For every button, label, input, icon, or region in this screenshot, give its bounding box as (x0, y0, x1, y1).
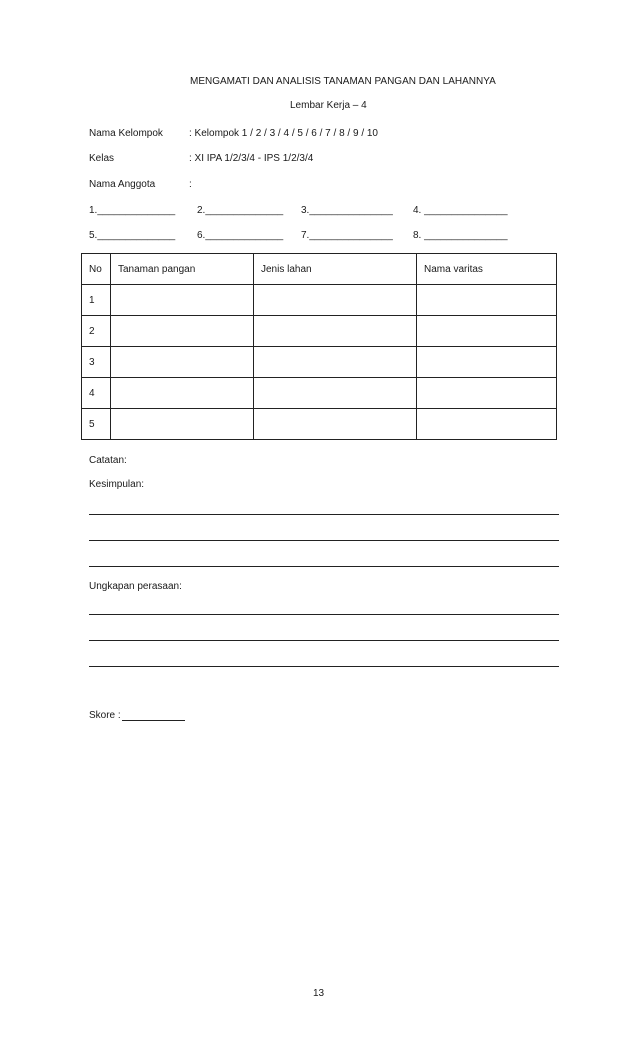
row-number: 3 (82, 347, 111, 378)
member-field-2[interactable]: 2.______________ (197, 205, 284, 216)
kesimpulan-label: Kesimpulan: (89, 479, 145, 490)
kesimpulan-line-2[interactable] (89, 540, 559, 541)
kesimpulan-line-3[interactable] (89, 566, 559, 567)
ungkapan-label: Ungkapan perasaan: (89, 581, 182, 592)
member-field-6[interactable]: 6.______________ (197, 230, 284, 241)
row-number: 1 (82, 285, 111, 316)
table-row (82, 409, 557, 440)
kelas-value: : XI IPA 1/2/3/4 - IPS 1/2/3/4 (189, 153, 314, 164)
cell-nama-varitas[interactable] (417, 347, 557, 378)
header-jenis-lahan: Jenis lahan (254, 254, 417, 285)
skore-line[interactable] (122, 720, 185, 721)
ungkapan-line-1[interactable] (89, 614, 559, 615)
member-field-7[interactable]: 7._______________ (301, 230, 393, 241)
member-field-4[interactable]: 4. _______________ (413, 205, 508, 216)
observation-table (81, 253, 557, 440)
table-header-row (82, 254, 557, 285)
skore-label: Skore : (89, 710, 121, 721)
document-title: MENGAMATI DAN ANALISIS TANAMAN PANGAN DAN LAHANNYA (190, 76, 496, 87)
row-number: 5 (82, 409, 111, 440)
document-subtitle: Lembar Kerja – 4 (290, 100, 367, 111)
member-field-8[interactable]: 8. _______________ (413, 230, 508, 241)
cell-jenis-lahan[interactable] (254, 347, 417, 378)
row-number: 4 (82, 378, 111, 409)
table-row (82, 316, 557, 347)
cell-tanaman-pangan[interactable] (111, 409, 254, 440)
cell-nama-varitas[interactable] (417, 378, 557, 409)
member-field-3[interactable]: 3._______________ (301, 205, 393, 216)
header-tanaman-pangan: Tanaman pangan (111, 254, 254, 285)
kelompok-value: : Kelompok 1 / 2 / 3 / 4 / 5 / 6 / 7 / 8 / 9 / 10 (189, 128, 378, 139)
cell-jenis-lahan[interactable] (254, 409, 417, 440)
kelompok-label: Nama Kelompok (89, 128, 163, 139)
cell-nama-varitas[interactable] (417, 316, 557, 347)
row-number: 2 (82, 316, 111, 347)
member-field-1[interactable]: 1.______________ (89, 205, 176, 216)
ungkapan-line-3[interactable] (89, 666, 559, 667)
anggota-label: Nama Anggota (89, 179, 156, 190)
cell-jenis-lahan[interactable] (254, 316, 417, 347)
cell-tanaman-pangan[interactable] (111, 347, 254, 378)
anggota-value: : (189, 179, 192, 190)
cell-tanaman-pangan[interactable] (111, 285, 254, 316)
table-row (82, 378, 557, 409)
cell-nama-varitas[interactable] (417, 285, 557, 316)
kelas-label: Kelas (89, 153, 115, 164)
cell-jenis-lahan[interactable] (254, 378, 417, 409)
table-row (82, 347, 557, 378)
header-nama-varitas: Nama varitas (417, 254, 557, 285)
ungkapan-line-2[interactable] (89, 640, 559, 641)
table-row (82, 285, 557, 316)
page-number: 13 (313, 988, 325, 999)
cell-tanaman-pangan[interactable] (111, 316, 254, 347)
catatan-label: Catatan: (89, 455, 127, 466)
header-no: No (82, 254, 111, 285)
cell-nama-varitas[interactable] (417, 409, 557, 440)
cell-jenis-lahan[interactable] (254, 285, 417, 316)
member-field-5[interactable]: 5.______________ (89, 230, 176, 241)
kesimpulan-line-1[interactable] (89, 514, 559, 515)
cell-tanaman-pangan[interactable] (111, 378, 254, 409)
